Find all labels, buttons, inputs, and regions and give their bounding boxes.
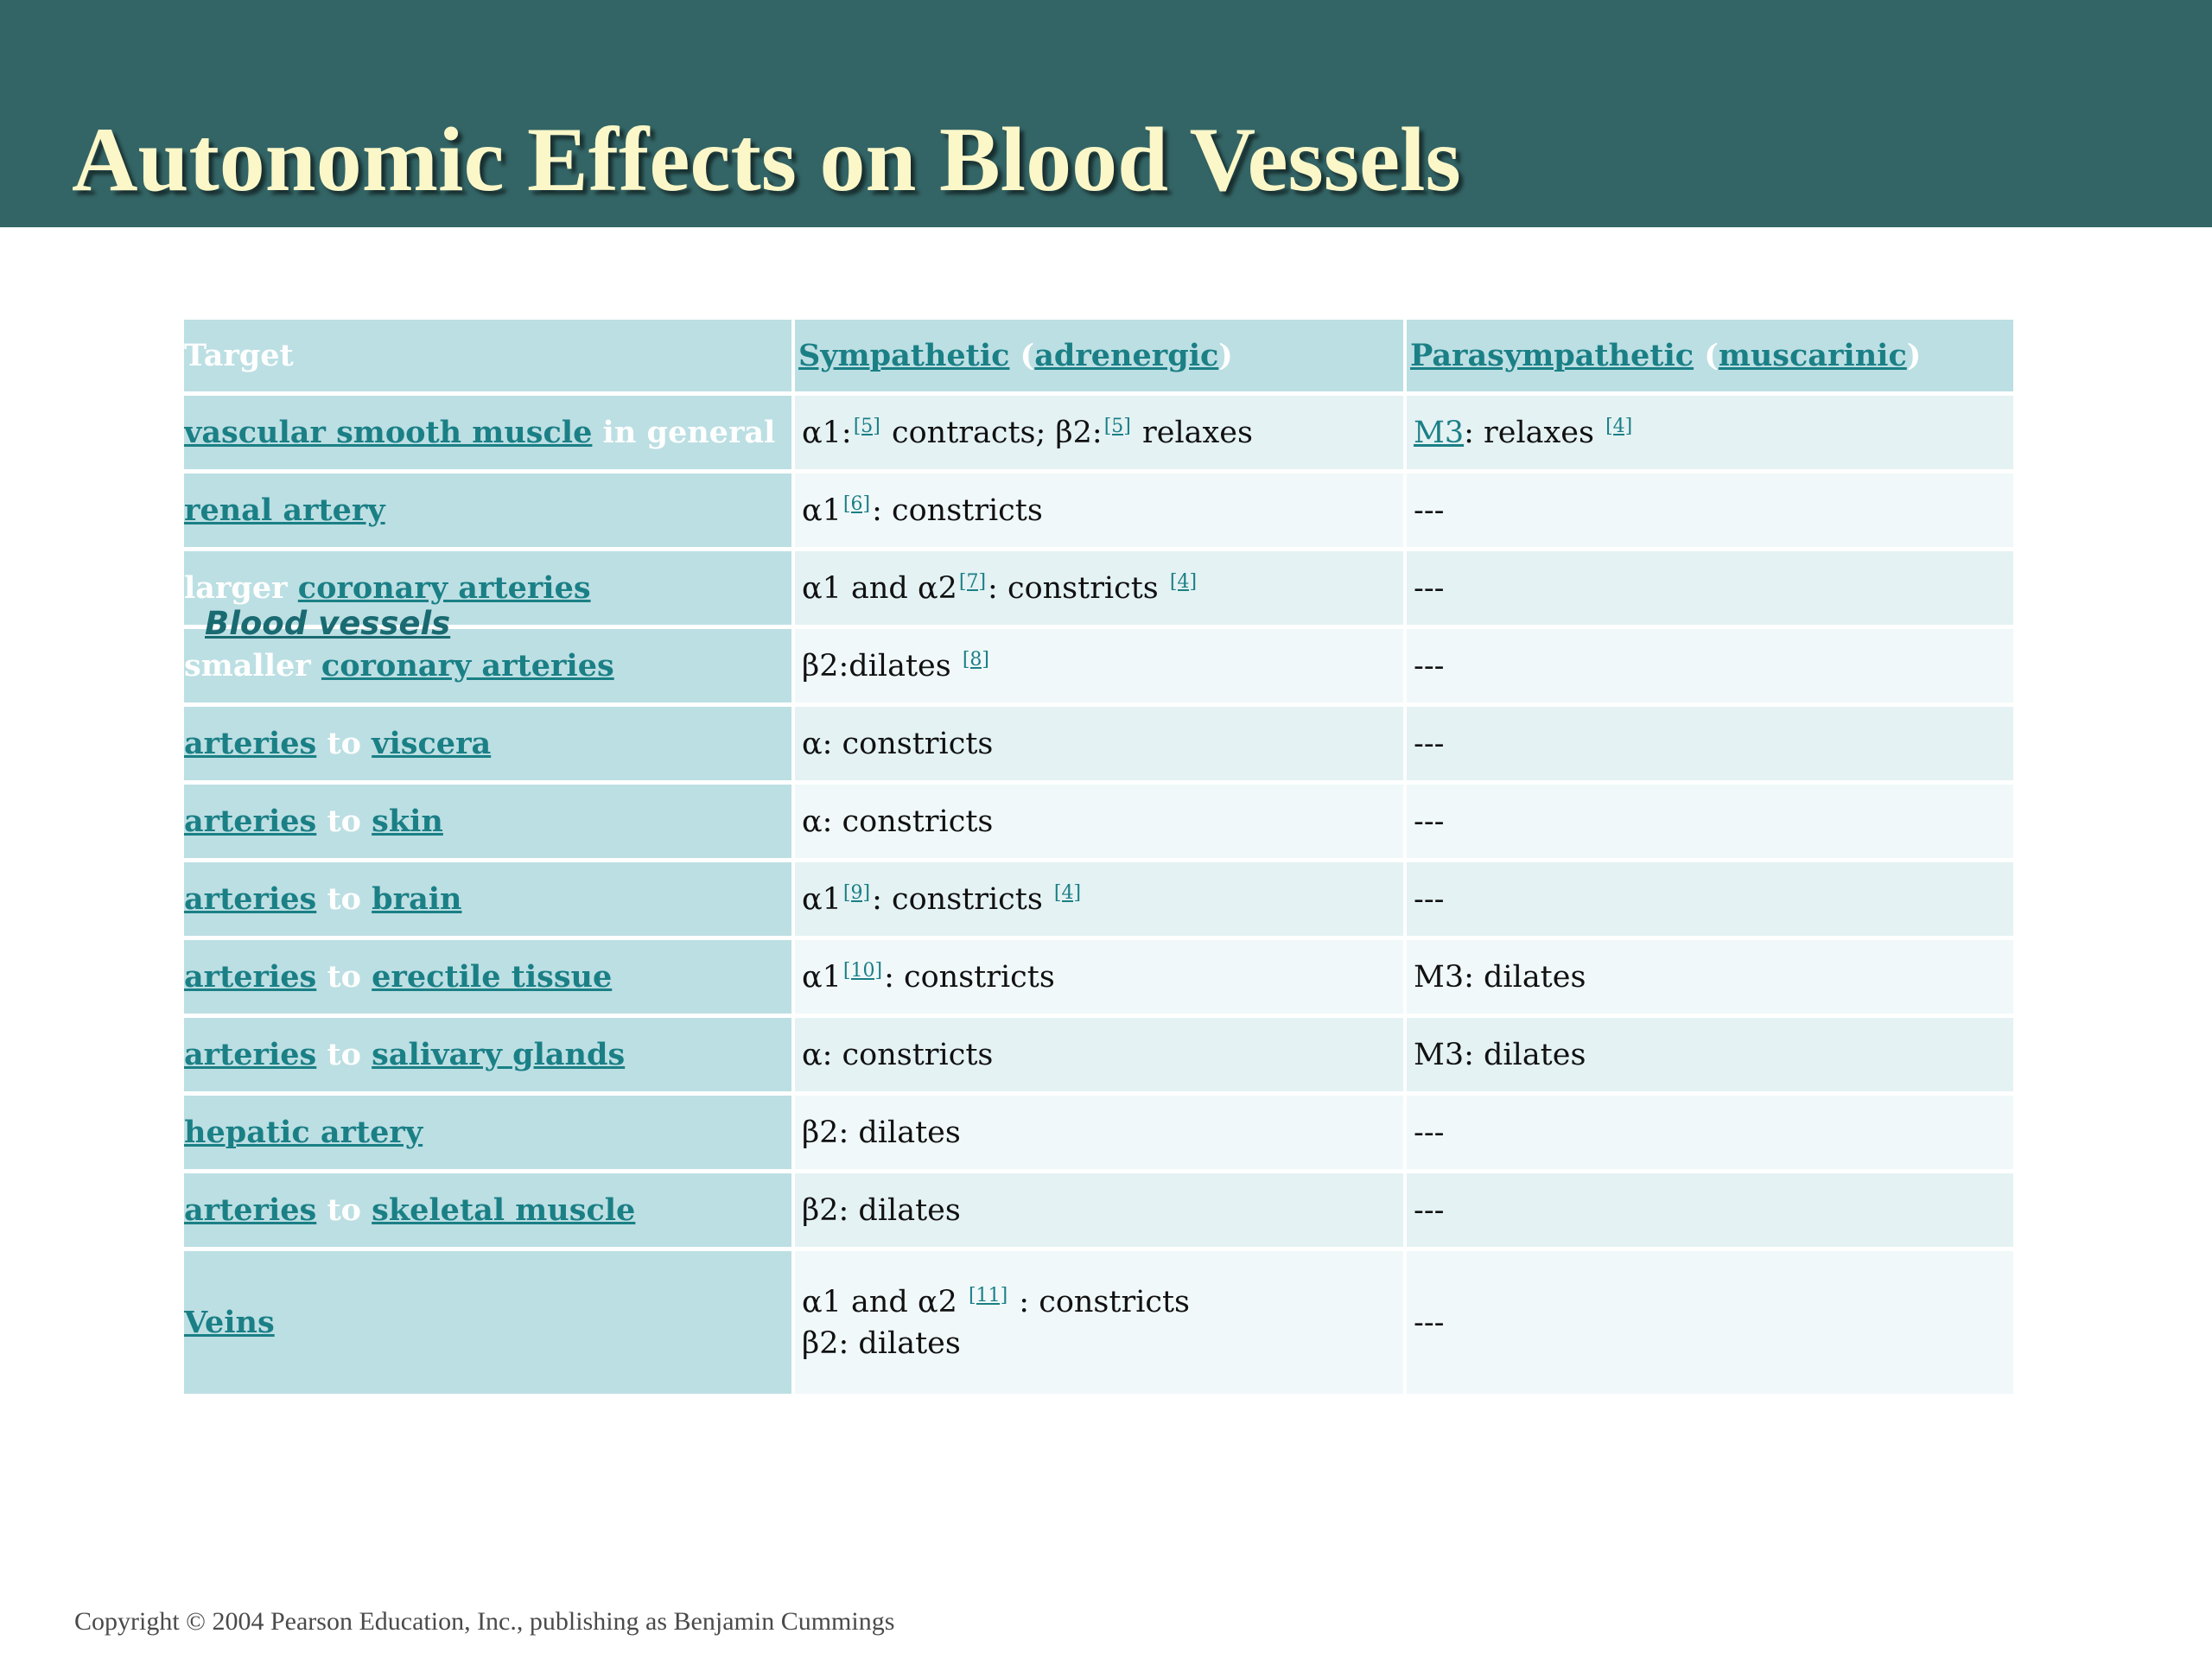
cell-text: relaxes xyxy=(1132,415,1253,450)
cell-text: --- xyxy=(1414,648,1445,683)
cell-text: β2: dilates xyxy=(802,1192,961,1228)
cell-text: α1 xyxy=(802,881,842,917)
reference-link[interactable]: [10] xyxy=(842,959,883,982)
table-row xyxy=(184,785,2013,858)
parasympathetic-cell xyxy=(1407,629,2013,702)
parasympathetic-cell xyxy=(1407,396,2013,469)
page-title: Autonomic Effects on Blood Vessels xyxy=(72,109,1461,210)
cell-text: α1 and α2 xyxy=(802,1284,967,1319)
link[interactable]: brain xyxy=(372,881,462,917)
cell-text: β2: dilates xyxy=(802,1325,961,1361)
cell-text: : constricts xyxy=(884,959,1055,995)
link[interactable]: Veins xyxy=(184,1305,275,1340)
table-row xyxy=(184,1018,2013,1091)
link[interactable]: arteries xyxy=(184,881,317,917)
sympathetic-link[interactable]: Sympathetic xyxy=(798,338,1010,373)
sympathetic-cell xyxy=(795,940,1403,1014)
link[interactable]: arteries xyxy=(184,959,317,995)
link[interactable]: coronary arteries xyxy=(321,648,614,683)
parasympathetic-cell xyxy=(1407,1018,2013,1091)
cell-text: α: constricts xyxy=(802,726,994,761)
link[interactable]: arteries xyxy=(184,1037,317,1072)
cell-text: --- xyxy=(1414,1305,1445,1340)
link[interactable]: M3 xyxy=(1414,415,1465,450)
sympathetic-cell xyxy=(795,707,1403,780)
sympathetic-cell xyxy=(795,785,1403,858)
cell-text: --- xyxy=(1414,804,1445,839)
reference-link[interactable]: [4] xyxy=(1053,881,1082,904)
reference-link[interactable]: [4] xyxy=(1605,415,1633,437)
parasympathetic-cell xyxy=(1407,474,2013,547)
sympathetic-cell xyxy=(795,862,1403,936)
link[interactable]: vascular smooth muscle xyxy=(184,415,593,450)
target-cell xyxy=(184,1173,791,1247)
blood-vessels-label[interactable]: Blood vessels xyxy=(205,605,451,642)
connector-text: in general xyxy=(592,415,776,450)
parasympathetic-cell xyxy=(1407,862,2013,936)
table-row xyxy=(184,1251,2013,1394)
connector-text: to xyxy=(316,726,372,761)
target-cell xyxy=(184,474,791,547)
header-target-label: Target xyxy=(184,338,294,373)
parasympathetic-cell xyxy=(1407,551,2013,625)
target-cell xyxy=(184,1018,791,1091)
parasympathetic-cell xyxy=(1407,1096,2013,1169)
parasympathetic-cell xyxy=(1407,785,2013,858)
cell-text: α1 and α2 xyxy=(802,570,957,606)
connector-text: to xyxy=(316,804,372,839)
reference-link[interactable]: [4] xyxy=(1169,570,1198,593)
header-target xyxy=(184,320,791,391)
link[interactable]: arteries xyxy=(184,804,317,839)
target-cell xyxy=(184,785,791,858)
cell-text: β2: dilates xyxy=(802,1115,961,1150)
link[interactable]: arteries xyxy=(184,726,317,761)
parasympathetic-link[interactable]: Parasympathetic xyxy=(1410,338,1694,373)
cell-text: α: constricts xyxy=(802,1037,994,1072)
sympathetic-cell xyxy=(795,1018,1403,1091)
sympathetic-cell xyxy=(795,1096,1403,1169)
connector-text: to xyxy=(316,1192,372,1228)
reference-link[interactable]: [5] xyxy=(853,415,880,437)
sympathetic-cell xyxy=(795,1173,1403,1247)
cell-text: α1 xyxy=(802,493,842,528)
link[interactable]: hepatic artery xyxy=(184,1115,423,1150)
connector-text: to xyxy=(316,881,372,917)
target-cell xyxy=(184,862,791,936)
target-cell xyxy=(184,1096,791,1169)
cell-text: : constricts xyxy=(872,881,1052,917)
table-row xyxy=(184,1096,2013,1169)
link[interactable]: renal artery xyxy=(184,493,385,528)
parasympathetic-cell xyxy=(1407,1173,2013,1247)
cell-text: contracts; β2: xyxy=(881,415,1103,450)
parasympathetic-cell xyxy=(1407,1251,2013,1394)
table-row xyxy=(184,862,2013,936)
muscarinic-link[interactable]: muscarinic xyxy=(1718,338,1907,373)
reference-link[interactable]: [5] xyxy=(1103,415,1131,437)
cell-text: : constricts xyxy=(1009,1284,1191,1319)
link[interactable]: erectile tissue xyxy=(372,959,613,995)
sympathetic-cell xyxy=(795,1251,1403,1394)
table-row xyxy=(184,707,2013,780)
cell-text: --- xyxy=(1414,570,1445,606)
table-row xyxy=(184,396,2013,469)
cell-text: α: constricts xyxy=(802,804,994,839)
cell-text: --- xyxy=(1414,1115,1445,1150)
table-body xyxy=(184,396,2013,1394)
cell-text: --- xyxy=(1414,726,1445,761)
cell-text: M3: dilates xyxy=(1414,959,1586,995)
reference-link[interactable]: [6] xyxy=(842,493,871,515)
link[interactable]: arteries xyxy=(184,1192,317,1228)
reference-link[interactable]: [11] xyxy=(969,1284,1008,1306)
adrenergic-link[interactable]: adrenergic xyxy=(1034,338,1219,373)
table-header-row xyxy=(184,320,2013,391)
link[interactable]: viscera xyxy=(372,726,492,761)
connector-text: to xyxy=(316,959,372,995)
reference-link[interactable]: [7] xyxy=(958,570,987,593)
table-row xyxy=(184,1173,2013,1247)
link[interactable]: skin xyxy=(372,804,443,839)
cell-text: α1: xyxy=(802,415,852,450)
cell-text: --- xyxy=(1414,493,1445,528)
table-row xyxy=(184,474,2013,547)
header-sympathetic: Sympathetic (adrenergic) xyxy=(795,320,1403,391)
cell-text: --- xyxy=(1414,1192,1445,1228)
target-cell xyxy=(184,940,791,1014)
target-cell xyxy=(184,1251,791,1394)
cell-text: : relaxes xyxy=(1464,415,1605,450)
table-row xyxy=(184,940,2013,1014)
sympathetic-cell xyxy=(795,629,1403,702)
sympathetic-cell xyxy=(795,551,1403,625)
connector-text: to xyxy=(316,1037,372,1072)
reference-link[interactable]: [9] xyxy=(842,881,871,904)
cell-text: α1 xyxy=(802,959,842,995)
link[interactable]: coronary arteries xyxy=(297,570,591,606)
link[interactable]: skeletal muscle xyxy=(372,1192,636,1228)
cell-text: : constricts xyxy=(988,570,1168,606)
connector-text: smaller xyxy=(184,648,321,683)
target-cell xyxy=(184,396,791,469)
title-banner xyxy=(0,0,2212,227)
cell-text: --- xyxy=(1414,881,1445,917)
reference-link[interactable]: [8] xyxy=(962,648,989,671)
sympathetic-cell xyxy=(795,474,1403,547)
link[interactable]: salivary glands xyxy=(372,1037,626,1072)
cell-text: : constricts xyxy=(872,493,1043,528)
target-cell xyxy=(184,707,791,780)
parasympathetic-cell xyxy=(1407,940,2013,1014)
sympathetic-cell xyxy=(795,396,1403,469)
parasympathetic-cell xyxy=(1407,707,2013,780)
header-parasympathetic: Parasympathetic (muscarinic) xyxy=(1407,320,2013,391)
connector-text: larger xyxy=(184,570,298,606)
cell-text: M3: dilates xyxy=(1414,1037,1586,1072)
effects-table xyxy=(184,320,2013,1398)
cell-text: β2:dilates xyxy=(802,648,961,683)
copyright-notice: Copyright © 2004 Pearson Education, Inc., publishing as Benjamin Cummings xyxy=(74,1607,895,1636)
table-row xyxy=(184,551,2013,625)
table-row xyxy=(184,629,2013,702)
